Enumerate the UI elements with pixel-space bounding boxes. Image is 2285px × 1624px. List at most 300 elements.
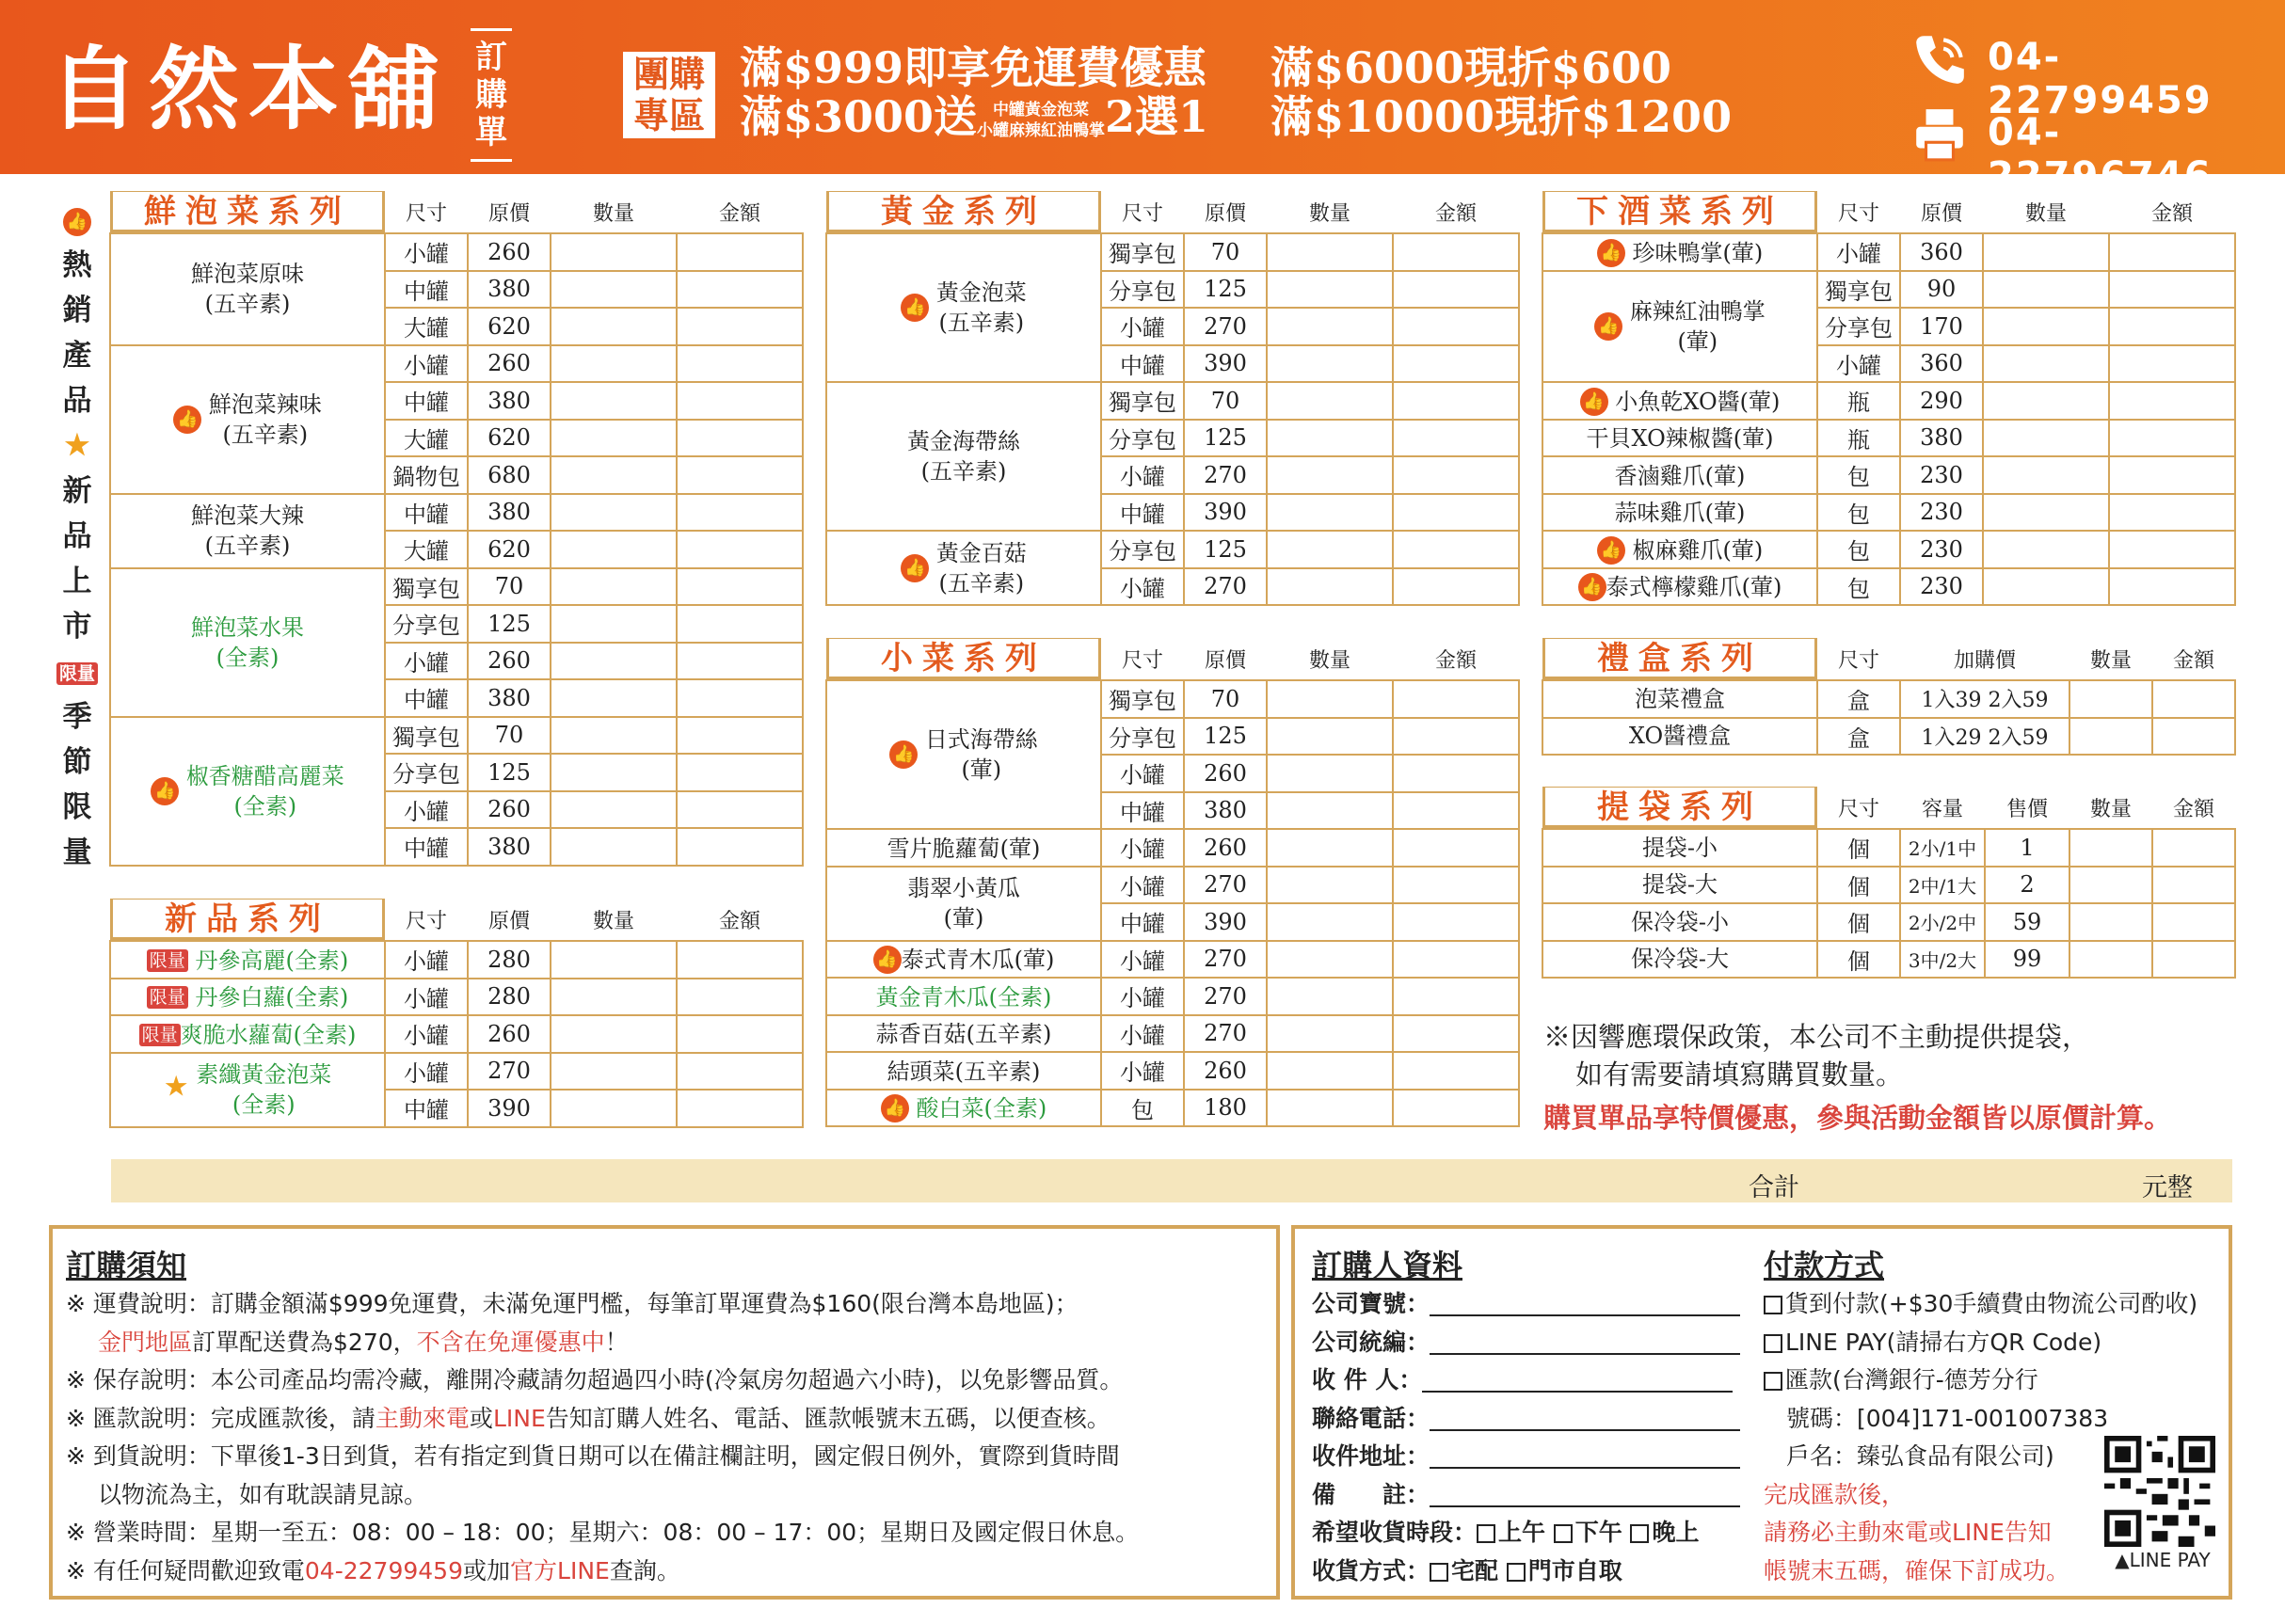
- amount-cell[interactable]: [677, 494, 803, 532]
- payment-option: 貨到付款(+$30手續費由物流公司酌收): [1785, 1290, 2198, 1317]
- qty-input[interactable]: [1983, 456, 2109, 494]
- size-cell: 中罐: [385, 828, 468, 866]
- size-cell: 個: [1817, 867, 1900, 904]
- qty-input[interactable]: [551, 345, 677, 383]
- size-cell: 小罐: [1101, 941, 1184, 979]
- amount-cell[interactable]: [1393, 792, 1519, 830]
- price-cell: 390: [468, 1090, 551, 1127]
- notice-title: 訂購須知: [66, 1248, 187, 1283]
- qty-input[interactable]: [1983, 420, 2109, 457]
- qty-input[interactable]: [1983, 308, 2109, 345]
- qty-input[interactable]: [1267, 420, 1393, 457]
- col-amount: 金額: [1434, 201, 1477, 226]
- promo-discount-1200: 滿$10000現折$1200: [1270, 91, 1733, 142]
- addprice-cell: 1入39 2入59: [1900, 680, 2069, 718]
- legend-bar: [56, 198, 98, 875]
- total-bar: [111, 1159, 2232, 1202]
- amount-cell[interactable]: [2109, 233, 2235, 271]
- section-title: 下酒菜系列: [1542, 191, 1817, 233]
- qty-input[interactable]: [1267, 680, 1393, 718]
- product-name: 鮮泡菜大辣 (五辛素): [110, 494, 385, 568]
- size-cell: 獨享包: [385, 717, 468, 755]
- size-cell: 包: [1817, 456, 1900, 494]
- field-label: 收 件 人：: [1312, 1366, 1423, 1393]
- checkbox-evening[interactable]: [1630, 1524, 1649, 1543]
- qty-input[interactable]: [551, 1053, 677, 1091]
- checkbox-delivery[interactable]: [1430, 1563, 1448, 1582]
- size-cell: 個: [1817, 941, 1900, 979]
- product-name: ★ 素纖黃金泡菜 (全素): [110, 1053, 385, 1127]
- thumbs-up-icon: 👍: [173, 406, 201, 434]
- section-title: 黃金系列: [826, 191, 1101, 233]
- product-name: 干貝XO辣椒醬(葷): [1542, 420, 1817, 457]
- thumbs-up-icon: 👍: [901, 554, 929, 582]
- notice-text: ※ 匯款說明：完成匯款後，請: [66, 1404, 376, 1432]
- section-title: 鮮泡菜系列: [110, 191, 385, 233]
- price-cell: 270: [1184, 867, 1267, 904]
- amount-cell[interactable]: [1393, 531, 1519, 568]
- product-name: 👍 日式海帶絲 (葷): [826, 680, 1101, 829]
- price-cell: 125: [1184, 531, 1267, 568]
- price-cell: 90: [1900, 271, 1983, 309]
- amount-cell[interactable]: [1393, 1052, 1519, 1090]
- amount-cell[interactable]: [677, 1090, 803, 1127]
- size-cell: 中罐: [385, 679, 468, 717]
- size-cell: 小罐: [385, 643, 468, 680]
- order-form-label: 訂購單: [471, 28, 512, 162]
- col-qty: 數量: [2089, 648, 2132, 673]
- qty-input[interactable]: [551, 1090, 677, 1127]
- amount-cell[interactable]: [677, 271, 803, 309]
- group-buy-line2: 專區: [632, 94, 705, 136]
- product-name: 👍 黃金泡菜 (五辛素): [826, 233, 1101, 382]
- size-cell: 瓶: [1817, 420, 1900, 457]
- qty-input[interactable]: [2069, 941, 2152, 979]
- size-cell: 小罐: [385, 1053, 468, 1091]
- limited-tag: 限量: [139, 1024, 181, 1046]
- promo-gift-a: 滿$3000送: [740, 91, 978, 142]
- amount-cell[interactable]: [2152, 718, 2235, 756]
- size-cell: 分享包: [385, 605, 468, 643]
- col-qty: 數量: [2024, 201, 2067, 226]
- amount-cell[interactable]: [677, 791, 803, 829]
- qty-input[interactable]: [1267, 1015, 1393, 1053]
- notice-line: ※ 保存說明：本公司產品均需冷藏，離開冷藏請勿超過四小時(冷氣房勿超過六小時)，以免影響品質。: [66, 1366, 1124, 1393]
- field-label: 公司統編：: [1312, 1328, 1430, 1356]
- price-cell: 270: [1184, 978, 1267, 1015]
- remarks-field[interactable]: [1430, 1485, 1740, 1507]
- amount-cell[interactable]: [2109, 420, 2235, 457]
- price-cell: 230: [1900, 568, 1983, 606]
- qty-input[interactable]: [1267, 308, 1393, 345]
- notice-text: ※ 有任何疑問歡迎致電: [66, 1556, 305, 1584]
- size-cell: 小罐: [385, 941, 468, 979]
- address-field[interactable]: [1430, 1446, 1740, 1469]
- size-cell: 獨享包: [385, 568, 468, 606]
- size-cell: 中罐: [385, 382, 468, 420]
- qty-input[interactable]: [551, 717, 677, 755]
- price-cell: 270: [1184, 1015, 1267, 1053]
- qty-input[interactable]: [551, 494, 677, 532]
- amount-cell[interactable]: [677, 679, 803, 717]
- section-golden: [825, 191, 1520, 606]
- size-cell: 分享包: [1101, 271, 1184, 309]
- qty-input[interactable]: [2069, 829, 2152, 867]
- qty-input[interactable]: [1267, 1090, 1393, 1127]
- qty-input[interactable]: [1267, 978, 1393, 1015]
- col-size: 尺寸: [1121, 201, 1163, 226]
- amount-cell[interactable]: [677, 1053, 803, 1091]
- price-cell: 260: [468, 1015, 551, 1053]
- price-cell: 125: [468, 754, 551, 791]
- size-cell: 個: [1817, 903, 1900, 941]
- amount-cell[interactable]: [2109, 531, 2235, 568]
- notice-red: 主動來電: [375, 1404, 470, 1432]
- amount-cell[interactable]: [677, 345, 803, 383]
- phone-field[interactable]: [1430, 1409, 1740, 1431]
- price-cell: 70: [468, 717, 551, 755]
- qty-input[interactable]: [1267, 345, 1393, 383]
- qty-input[interactable]: [1267, 829, 1393, 867]
- price-cell: 230: [1900, 456, 1983, 494]
- product-name: 雪片脆蘿蔔(葷): [826, 829, 1101, 867]
- amount-cell[interactable]: [1393, 829, 1519, 867]
- size-cell: 小罐: [1101, 568, 1184, 606]
- qty-input[interactable]: [1267, 867, 1393, 904]
- qty-input[interactable]: [1267, 903, 1393, 941]
- qty-input[interactable]: [1267, 1052, 1393, 1090]
- product-name: 結頭菜(五辛素): [826, 1052, 1101, 1090]
- qty-input[interactable]: [1267, 755, 1393, 792]
- amount-cell[interactable]: [1393, 978, 1519, 1015]
- price-cell: 270: [1184, 568, 1267, 606]
- amount-cell[interactable]: [1393, 271, 1519, 309]
- size-cell: 中罐: [1101, 792, 1184, 830]
- volume-cell: 2中/1大: [1900, 867, 1985, 904]
- thumbs-up-icon: 👍: [881, 1094, 909, 1122]
- price-cell: 390: [1184, 903, 1267, 941]
- qty-input[interactable]: [1267, 718, 1393, 756]
- qty-input[interactable]: [2069, 903, 2152, 941]
- amount-cell[interactable]: [1393, 420, 1519, 457]
- product-name: 保冷袋-小: [1542, 903, 1817, 941]
- size-cell: 獨享包: [1817, 271, 1900, 309]
- note-line-2: 如有需要請填寫購買數量。: [1575, 1059, 1904, 1091]
- notice-red: 金門地區: [98, 1328, 193, 1356]
- amount-cell[interactable]: [2109, 494, 2235, 532]
- qty-input[interactable]: [551, 828, 677, 866]
- size-cell: 小罐: [1101, 456, 1184, 494]
- volume-cell: 2小/2中: [1900, 903, 1985, 941]
- amount-cell[interactable]: [677, 420, 803, 457]
- size-cell: 分享包: [1101, 531, 1184, 568]
- qr-code-icon[interactable]: [2104, 1436, 2215, 1547]
- amount-cell[interactable]: [1393, 867, 1519, 904]
- field-label: 備 註：: [1312, 1480, 1430, 1508]
- promo-free-shipping: 滿$999即享免運費優惠: [740, 42, 1207, 93]
- size-cell: 小罐: [385, 979, 468, 1016]
- legend-season: 季節限量: [62, 700, 92, 869]
- price-cell: 70: [1184, 233, 1267, 271]
- company-name-field[interactable]: [1430, 1294, 1740, 1316]
- amount-cell[interactable]: [1393, 1015, 1519, 1053]
- qty-input[interactable]: [1267, 792, 1393, 830]
- checkbox-linepay[interactable]: [1764, 1334, 1782, 1353]
- price-cell: 390: [1184, 494, 1267, 532]
- promo-gift: [740, 92, 1208, 141]
- amount-cell[interactable]: [1393, 345, 1519, 383]
- col-amount: 金額: [2172, 648, 2214, 673]
- amount-cell[interactable]: [677, 531, 803, 568]
- amount-cell[interactable]: [2109, 345, 2235, 383]
- price-cell: 620: [468, 308, 551, 345]
- qty-input[interactable]: [551, 941, 677, 979]
- qty-input[interactable]: [551, 420, 677, 457]
- notice-line-link[interactable]: 官方LINE: [510, 1556, 610, 1584]
- volume-cell: 2小/1中: [1900, 829, 1985, 867]
- buyer-payment-panel: [1291, 1225, 2232, 1600]
- col-amount: 金額: [718, 909, 760, 933]
- col-size: 尺寸: [1837, 201, 1879, 226]
- section-new-products: [109, 899, 804, 1128]
- size-cell: 小罐: [385, 345, 468, 383]
- amount-cell[interactable]: [677, 828, 803, 866]
- qty-input[interactable]: [551, 605, 677, 643]
- size-cell: 瓶: [1817, 382, 1900, 420]
- product-name: 👍 鮮泡菜辣味 (五辛素): [110, 345, 385, 494]
- amount-cell[interactable]: [2152, 680, 2235, 718]
- thumbs-up-icon: 👍: [1578, 573, 1606, 601]
- price-cell: 230: [1900, 494, 1983, 532]
- buyer-info: [1312, 1242, 1745, 1590]
- product-name: 👍 泰式檸檬雞爪(葷): [1542, 568, 1817, 606]
- qty-input[interactable]: [1267, 271, 1393, 309]
- size-cell: 小罐: [1101, 1052, 1184, 1090]
- qty-input[interactable]: [551, 643, 677, 680]
- product-name: 蒜味雞爪(葷): [1542, 494, 1817, 532]
- note-line-3: 購買單品享特價優惠，參與活動金額皆以原價計算。: [1543, 1102, 2172, 1134]
- qty-input[interactable]: [551, 679, 677, 717]
- recipient-field[interactable]: [1422, 1370, 1733, 1393]
- price-cell: 180: [1184, 1090, 1267, 1127]
- amount-cell[interactable]: [2109, 308, 2235, 345]
- field-label: 希望收貨時段：: [1312, 1519, 1478, 1546]
- amount-cell[interactable]: [677, 979, 803, 1016]
- price-cell: 125: [1184, 420, 1267, 457]
- size-cell: 小罐: [1101, 308, 1184, 345]
- price-cell: 620: [468, 531, 551, 568]
- amount-cell[interactable]: [677, 941, 803, 979]
- checkbox-transfer[interactable]: [1764, 1372, 1782, 1391]
- phone-number[interactable]: 04-22799459: [1988, 36, 2213, 122]
- price-cell: 380: [468, 494, 551, 532]
- notice-red: LINE: [492, 1404, 546, 1432]
- size-cell: 盒: [1817, 680, 1900, 718]
- amount-cell[interactable]: [677, 456, 803, 494]
- price-cell: 380: [468, 382, 551, 420]
- price-cell: 260: [468, 791, 551, 829]
- qty-input[interactable]: [1983, 345, 2109, 383]
- amount-cell[interactable]: [677, 233, 803, 271]
- qty-input[interactable]: [551, 754, 677, 791]
- amount-cell[interactable]: [1393, 382, 1519, 420]
- checkbox-morning[interactable]: [1477, 1524, 1495, 1543]
- payment-option: LINE PAY(請掃右方QR Code): [1785, 1328, 2102, 1356]
- size-cell: 小罐: [1101, 1015, 1184, 1053]
- qty-input[interactable]: [2069, 718, 2152, 756]
- size-cell: 獨享包: [1101, 233, 1184, 271]
- amount-cell[interactable]: [677, 643, 803, 680]
- price-cell: 360: [1900, 233, 1983, 271]
- amount-cell[interactable]: [1393, 308, 1519, 345]
- qty-input[interactable]: [1983, 382, 2109, 420]
- qty-input[interactable]: [551, 308, 677, 345]
- qty-input[interactable]: [551, 979, 677, 1016]
- qty-input[interactable]: [1267, 494, 1393, 532]
- amount-cell[interactable]: [2109, 271, 2235, 309]
- amount-cell[interactable]: [1393, 755, 1519, 792]
- qty-input[interactable]: [551, 531, 677, 568]
- product-name: 鮮泡菜原味 (五辛素): [110, 233, 385, 345]
- price-cell: 380: [468, 271, 551, 309]
- size-cell: 包: [1817, 531, 1900, 568]
- section-side-dishes: [825, 638, 1520, 1127]
- amount-cell[interactable]: [1393, 494, 1519, 532]
- qty-input[interactable]: [1267, 568, 1393, 606]
- amount-cell[interactable]: [1393, 568, 1519, 606]
- promo-gift-b: 2選1: [1105, 91, 1209, 142]
- amount-cell[interactable]: [677, 754, 803, 791]
- amount-cell[interactable]: [677, 382, 803, 420]
- size-cell: 中罐: [385, 494, 468, 532]
- price-cell: 99: [1985, 941, 2069, 979]
- qty-input[interactable]: [551, 568, 677, 606]
- addprice-cell: 1入29 2入59: [1900, 718, 2069, 756]
- qty-input[interactable]: [1267, 382, 1393, 420]
- amount-cell[interactable]: [677, 568, 803, 606]
- linepay-label: ▲LINE PAY: [2115, 1549, 2211, 1571]
- price-cell: 170: [1900, 308, 1983, 345]
- qty-input[interactable]: [551, 791, 677, 829]
- amount-cell[interactable]: [1393, 680, 1519, 718]
- col-price: 原價: [1204, 648, 1246, 673]
- amount-cell[interactable]: [677, 308, 803, 345]
- amount-cell[interactable]: [2109, 456, 2235, 494]
- notice-phone-link[interactable]: 04-22799459: [304, 1556, 463, 1584]
- bank-account: 號碼：[004]171-001007383: [1786, 1404, 2109, 1432]
- checkbox-pickup[interactable]: [1507, 1563, 1526, 1582]
- amount-cell[interactable]: [2152, 941, 2235, 979]
- price-cell: 270: [1184, 456, 1267, 494]
- amount-cell[interactable]: [677, 605, 803, 643]
- price-cell: 360: [1900, 345, 1983, 383]
- size-cell: 獨享包: [1101, 680, 1184, 718]
- amount-cell[interactable]: [2152, 829, 2235, 867]
- price-cell: 270: [1184, 941, 1267, 979]
- col-qty: 數量: [2089, 797, 2132, 821]
- amount-cell[interactable]: [2109, 382, 2235, 420]
- size-cell: 分享包: [1101, 420, 1184, 457]
- qty-input[interactable]: [1267, 233, 1393, 271]
- amount-cell[interactable]: [2152, 903, 2235, 941]
- thumbs-up-icon: 👍: [901, 294, 929, 322]
- qty-input[interactable]: [551, 271, 677, 309]
- qty-input[interactable]: [551, 1015, 677, 1053]
- amount-cell[interactable]: [2109, 568, 2235, 606]
- price-cell: 380: [468, 828, 551, 866]
- product-name: 保冷袋-大: [1542, 941, 1817, 979]
- col-qty: 數量: [592, 909, 634, 933]
- price-cell: 260: [1184, 755, 1267, 792]
- size-cell: 大罐: [385, 308, 468, 345]
- price-cell: 70: [1184, 680, 1267, 718]
- thumbs-up-icon: 👍: [889, 740, 918, 769]
- star-icon: ★: [163, 1070, 189, 1104]
- amount-cell[interactable]: [1393, 233, 1519, 271]
- qty-input[interactable]: [2069, 680, 2152, 718]
- amount-cell[interactable]: [1393, 456, 1519, 494]
- thumbs-up-icon: 👍: [63, 208, 91, 236]
- col-amount: 金額: [718, 201, 760, 226]
- col-size: 尺寸: [405, 909, 447, 933]
- amount-cell[interactable]: [1393, 903, 1519, 941]
- qty-input[interactable]: [1983, 568, 2109, 606]
- size-cell: 盒: [1817, 718, 1900, 756]
- payment-title: 付款方式: [1764, 1248, 1885, 1283]
- qty-input[interactable]: [2069, 867, 2152, 904]
- amount-cell[interactable]: [1393, 1090, 1519, 1127]
- promo-choice-2: 小罐麻辣紅油鴨掌: [977, 121, 1106, 140]
- qty-input[interactable]: [551, 382, 677, 420]
- thumbs-up-icon: 👍: [1580, 388, 1608, 416]
- amount-cell[interactable]: [677, 1015, 803, 1053]
- qty-input[interactable]: [1983, 494, 2109, 532]
- size-cell: 包: [1817, 568, 1900, 606]
- amount-cell[interactable]: [1393, 941, 1519, 979]
- qty-input[interactable]: [1267, 531, 1393, 568]
- option-label: 門市自取: [1527, 1556, 1622, 1584]
- qty-input[interactable]: [1267, 941, 1393, 979]
- size-cell: 中罐: [1101, 903, 1184, 941]
- product-name: 鮮泡菜水果 (全素): [110, 568, 385, 717]
- qty-input[interactable]: [1983, 531, 2109, 568]
- field-label: 聯絡電話：: [1312, 1404, 1430, 1432]
- qty-input[interactable]: [551, 456, 677, 494]
- qty-input[interactable]: [1983, 271, 2109, 309]
- option-label: 晚上: [1652, 1519, 1700, 1546]
- tax-id-field[interactable]: [1430, 1332, 1740, 1355]
- amount-cell[interactable]: [677, 717, 803, 755]
- col-price: 原價: [487, 201, 530, 226]
- qty-input[interactable]: [551, 233, 677, 271]
- checkbox-cod[interactable]: [1764, 1296, 1782, 1314]
- legend-hot: 熱銷產品: [62, 248, 92, 418]
- qty-input[interactable]: [1983, 233, 2109, 271]
- price-cell: 260: [468, 643, 551, 680]
- qty-input[interactable]: [1267, 456, 1393, 494]
- amount-cell[interactable]: [2152, 867, 2235, 904]
- col-price: 原價: [1920, 201, 1962, 226]
- limited-tag: 限量: [147, 949, 188, 972]
- price-cell: 390: [1184, 345, 1267, 383]
- size-cell: 小罐: [385, 791, 468, 829]
- price-cell: 70: [1184, 382, 1267, 420]
- price-cell: 125: [1184, 271, 1267, 309]
- size-cell: 鍋物包: [385, 456, 468, 494]
- product-name: 👍 酸白菜(全素): [826, 1090, 1101, 1127]
- checkbox-afternoon[interactable]: [1554, 1524, 1573, 1543]
- amount-cell[interactable]: [1393, 718, 1519, 756]
